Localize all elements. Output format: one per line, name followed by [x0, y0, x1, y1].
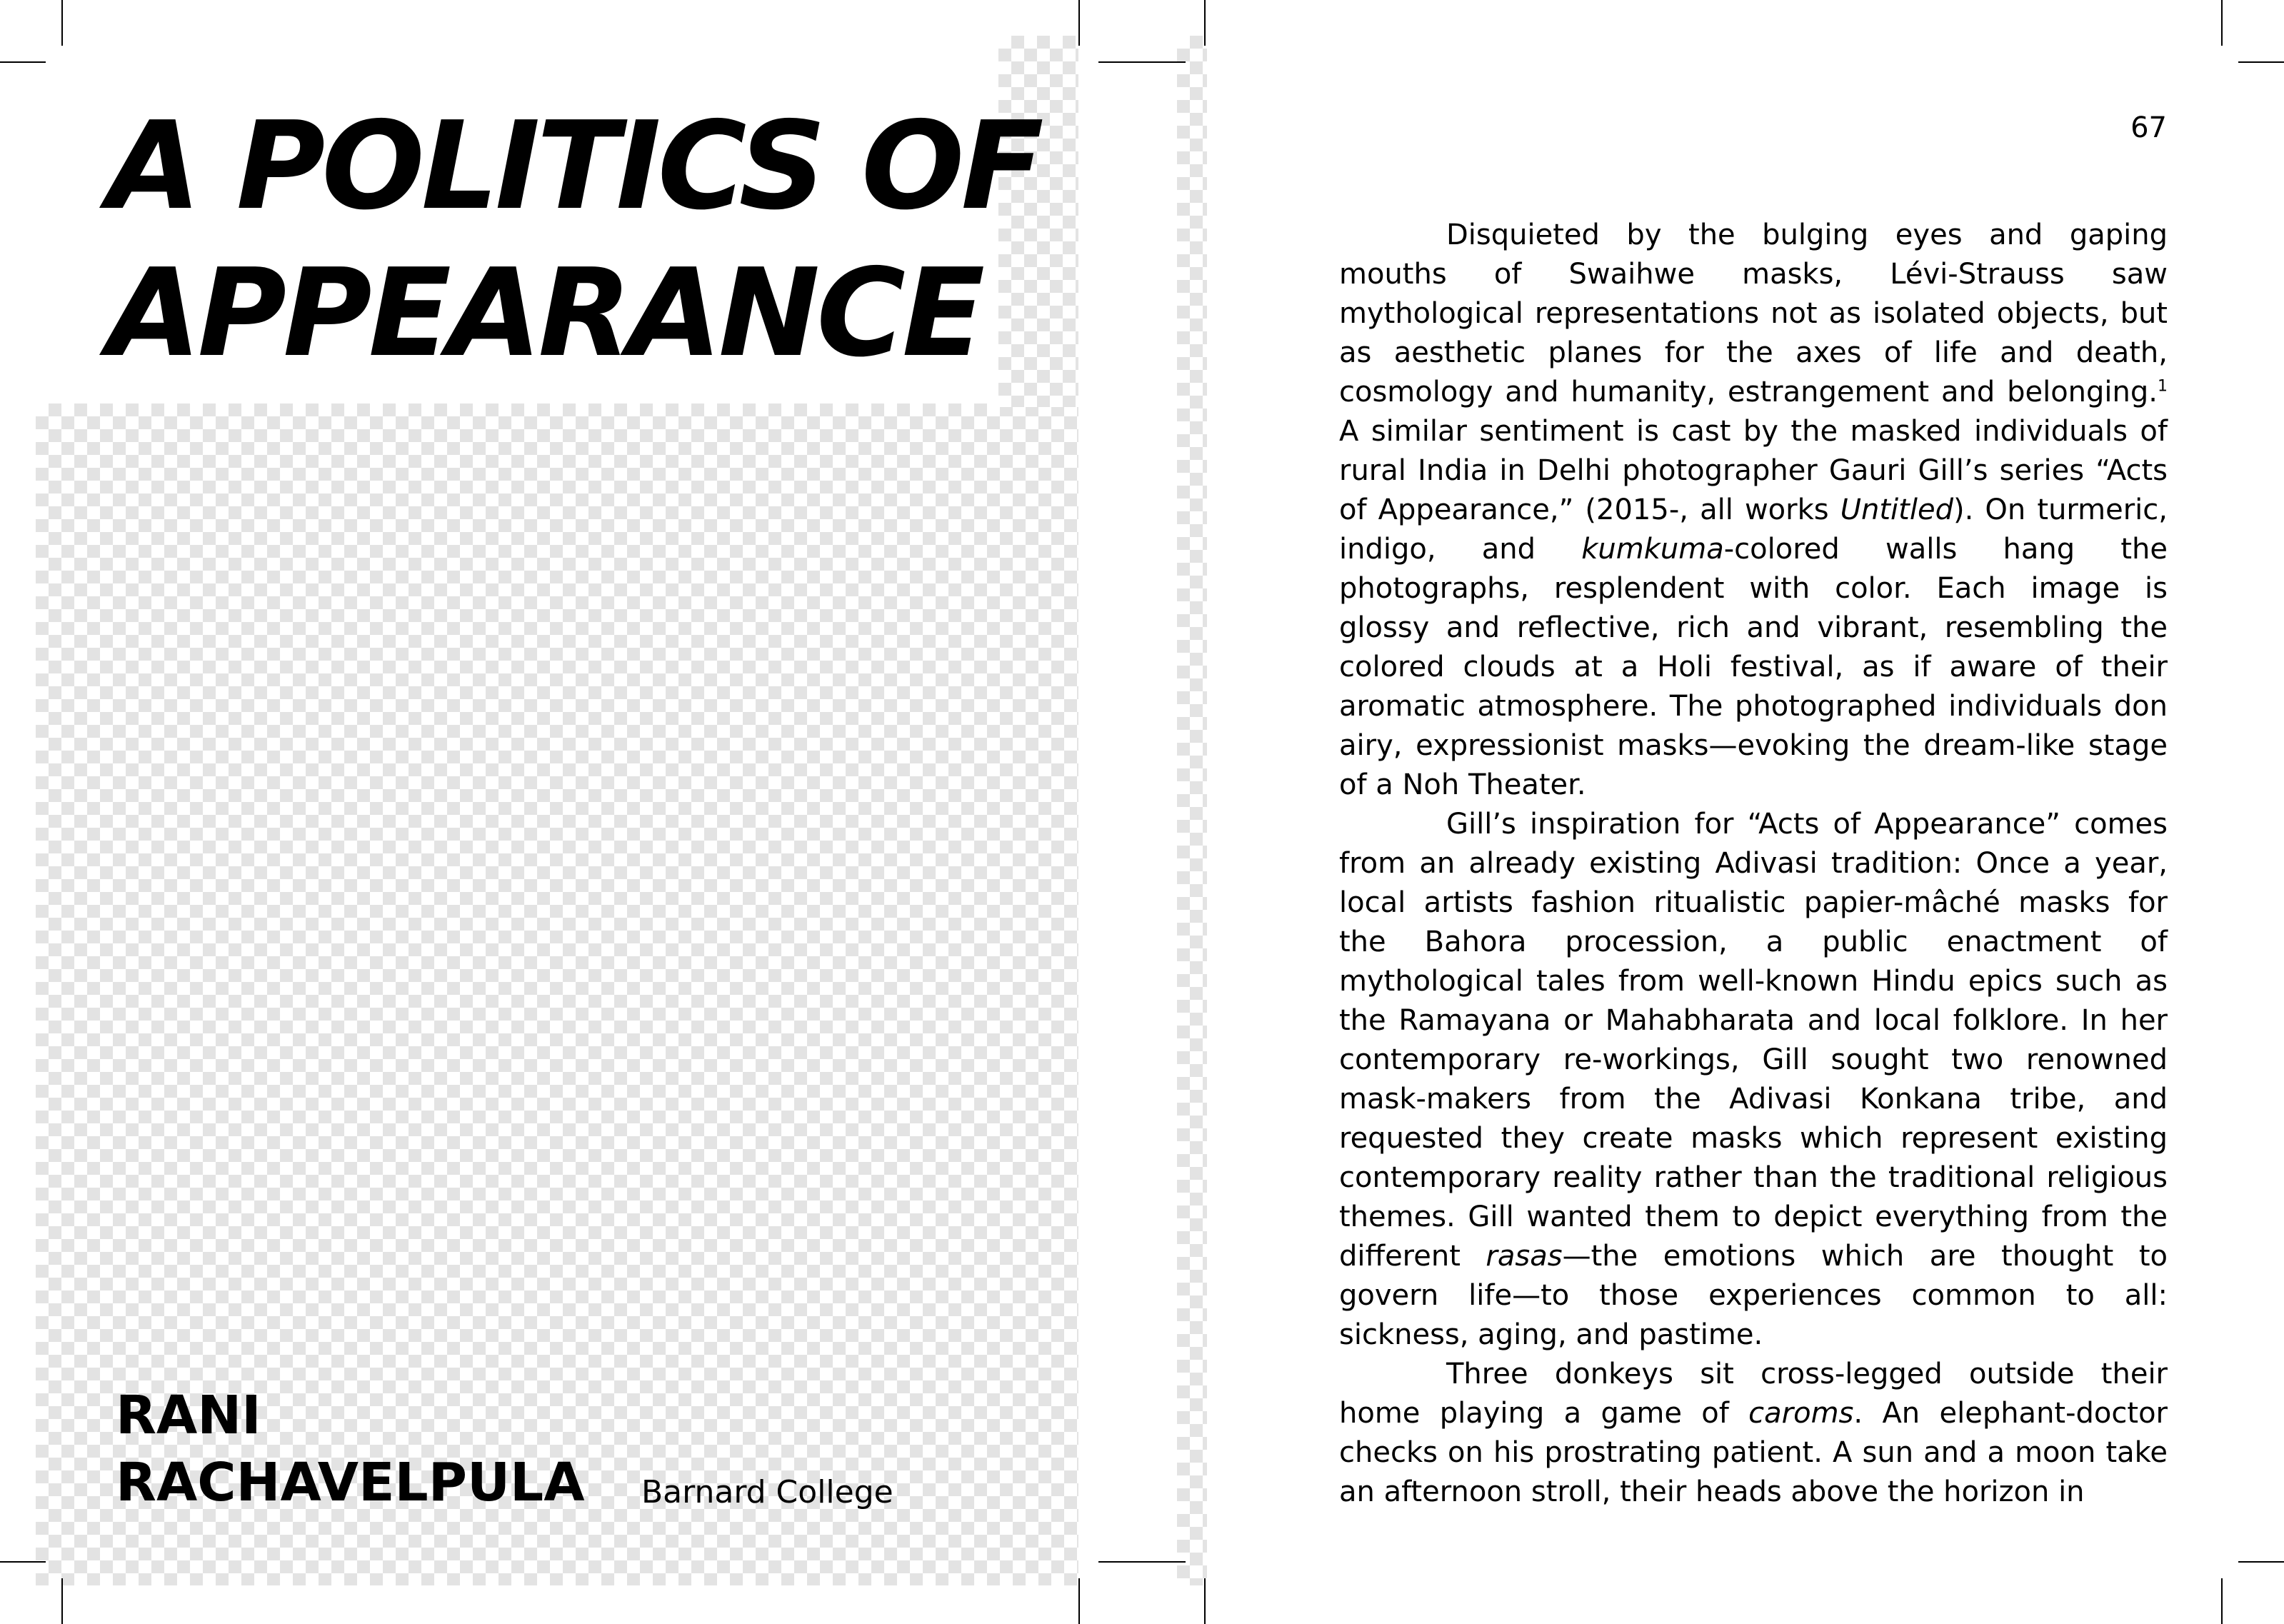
crop-mark-gutter-right-bottom-v	[1204, 1578, 1206, 1624]
article-title-line-2: APPEARANCE	[107, 243, 982, 384]
crop-mark-right-top-h	[2238, 61, 2284, 63]
crop-mark-left-bottom-v	[61, 1578, 63, 1624]
body-paragraph	[1339, 1355, 2168, 1512]
article-title	[107, 93, 1041, 387]
paragraph-text: -colored walls hang the photographs, resplendent with color. Each image is glossy and reflective, rich and vibrant, resembling the colored clouds at a Holi festival, as if aware of their aromatic atmosphere. The photographed individuals don airy, expressionist masks—evoking the dream-like stage of a Noh Theater.	[1339, 533, 2168, 801]
body-paragraph	[1339, 216, 2168, 805]
crop-mark-gutter-right-top-h	[1098, 61, 1186, 63]
crop-mark-right-top-v	[2221, 0, 2223, 46]
paragraph-text: Disquieted by the bulging eyes and gaping mouths of Swaihwe masks, Lévi-Strauss saw mythological representations not as isolated objects, but as aesthetic planes for the axes of life and death, cosmology and humanity, estrangement and belonging.	[1339, 219, 2168, 408]
crop-mark-left-top-h	[0, 61, 46, 63]
paragraph-text: Three donkeys sit cross-legged outside their home playing a game of	[1339, 1358, 2168, 1430]
paragraph-text: A similar sentiment is cast by the masked individuals of rural India in Delhi photographer Gauri Gill’s series “Acts of Appearance,” (2015-, all works	[1339, 415, 2168, 526]
paragraph-text: Gill’s inspiration for “Acts of Appearance” comes from an already existing Adivasi tradition: Once a year, local artists fashion ritualistic papier-mâché masks for the Bahora procession, a public enactment of mythological tales from well-known Hindu epics such as the Ramayana or Mahabharata and local folklore. In her contemporary re-workings, Gill sought two renowned mask-makers from the Adivasi Konkana tribe, and requested they create masks which represent existing contemporary reality rather than the traditional religious themes. Gill wanted them to depict everything from the different	[1339, 808, 2168, 1273]
author-name	[116, 1382, 584, 1516]
crop-mark-right-bottom-h	[2238, 1561, 2284, 1563]
italic-text: caroms	[1748, 1397, 1854, 1430]
author-affiliation: Barnard College	[641, 1474, 893, 1510]
page-number: 67	[2130, 111, 2167, 144]
italic-text: kumkuma	[1581, 533, 1724, 566]
paragraph-text: . An elephant-doctor checks on his prostrating patient. A sun and a moon take an afternoon stroll, their heads above the horizon in	[1339, 1397, 2168, 1508]
article-title-line-1: A POLITICS OF	[107, 96, 1041, 237]
crop-mark-left-bottom-h	[0, 1561, 46, 1563]
author-first-name: RANI	[116, 1385, 261, 1446]
crop-mark-left-top-v	[61, 0, 63, 46]
crop-mark-gutter-left-top-v	[1078, 0, 1080, 46]
crop-mark-right-bottom-v	[2221, 1578, 2223, 1624]
crop-mark-gutter-right-top-v	[1204, 0, 1206, 46]
body-text	[1339, 216, 2168, 1512]
paragraph-text: —the emotions which are thought to govern life—to those experiences common to all: sickness, aging, and pastime.	[1339, 1240, 2168, 1351]
italic-text: Untitled	[1840, 493, 1953, 526]
crop-mark-gutter-right-bottom-h	[1098, 1561, 1186, 1563]
footnote-reference: 1	[2158, 377, 2168, 396]
crop-mark-gutter-left-bottom-v	[1078, 1578, 1080, 1624]
body-paragraph	[1339, 805, 2168, 1355]
paragraph-text: ). On turmeric, indigo, and	[1339, 493, 2168, 566]
checkered-background-gutter-strip	[1177, 36, 1207, 1585]
italic-text: rasas	[1486, 1240, 1563, 1273]
author-last-name: RACHAVELPULA	[116, 1452, 585, 1513]
